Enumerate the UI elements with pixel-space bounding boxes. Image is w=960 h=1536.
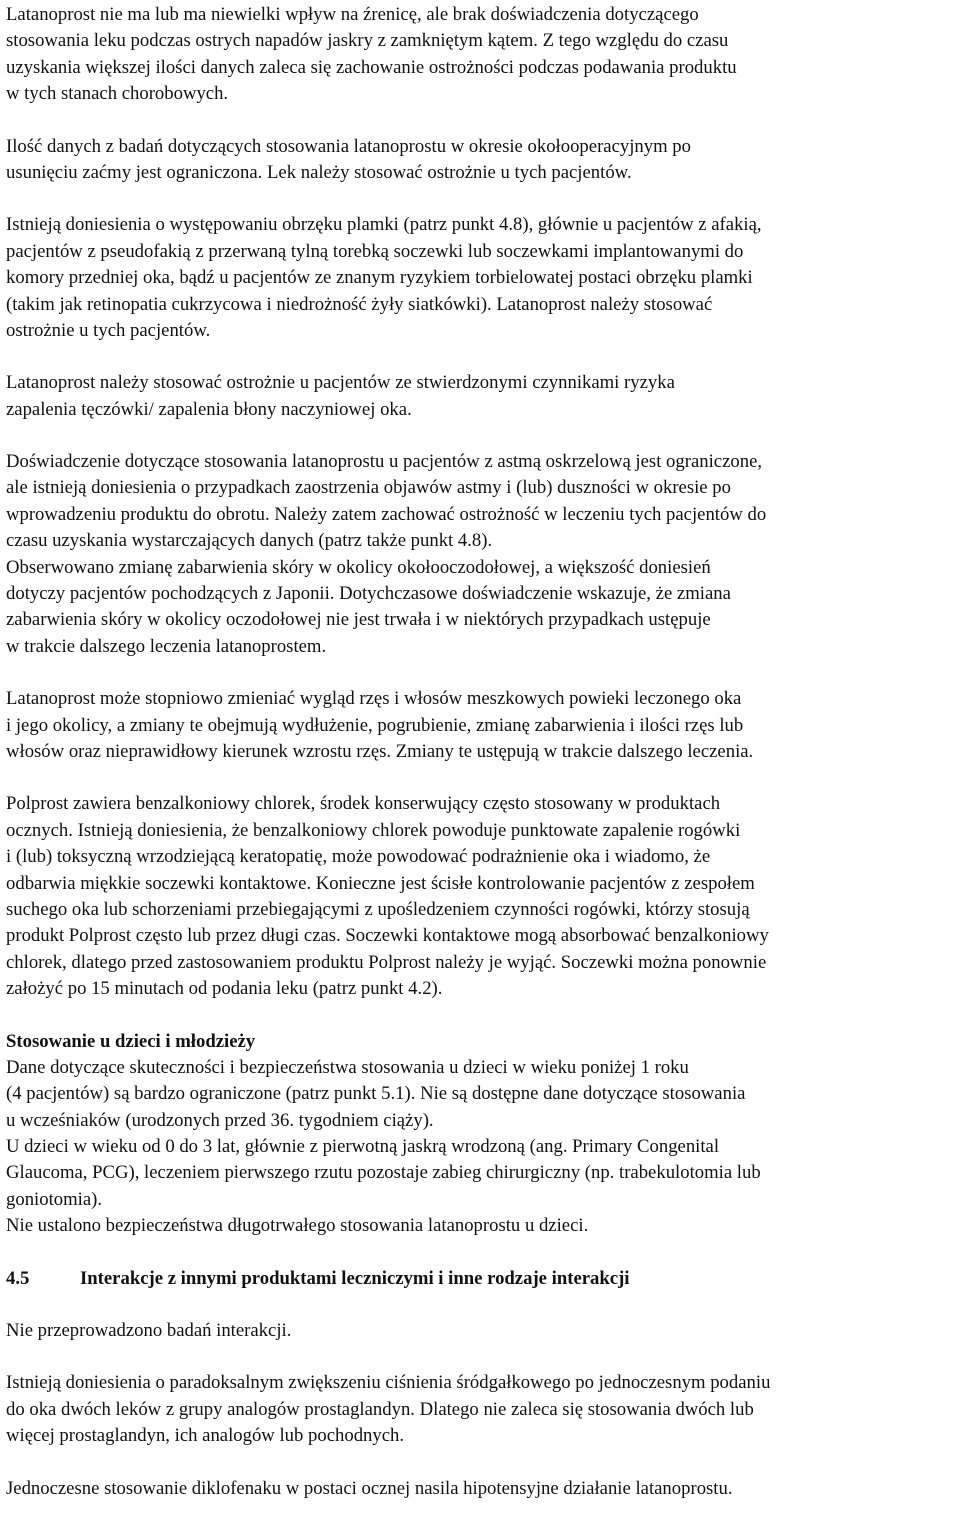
text-line: Istnieją doniesienia o paradoksalnym zwiększeniu ciśnienia śródgałkowego po jednoczesnym podaniu [6,1372,771,1394]
text-line: założyć po 15 minutach od podania leku (patrz punkt 4.2). [6,978,443,1000]
section-number: 4.5 [6,1267,30,1289]
text-line: (takim jak retinopatia cukrzycowa i niedrożność żyły siatkówki). Latanoprost należy stosować [6,293,713,315]
text-line: uzyskania większej ilości danych zaleca się zachowanie ostrożności podczas podawania produktu [6,56,737,78]
text-line: Nie ustalono bezpieczeństwa długotrwałego stosowania latanoprostu u dzieci. [6,1215,589,1237]
paragraph-gap [6,344,954,370]
paragraph-benzalkonium [6,791,954,1002]
text-line: więcej prostaglandyn, ich analogów lub pochodnych. [6,1425,405,1447]
paragraph-gap [6,1450,954,1476]
paragraph-macular-edema [6,212,954,344]
text-line: zapalenia tęczówki/ zapalenia błony naczyniowej oka. [6,398,412,420]
paragraph-children [6,1029,954,1240]
text-line: dotyczy pacjentów pochodzących z Japonii. Dotychczasowe doświadczenie wskazuje, że zmiana [6,583,731,605]
section-title: Interakcje z innymi produktami leczniczymi i inne rodzaje interakcji [80,1267,630,1289]
paragraph-gap [6,423,954,449]
text-line: wprowadzeniu produktu do obrotu. Należy zatem zachować ostrożność w leczeniu tych pacjentów do [6,503,767,525]
text-line: Glaucoma, PCG), leczeniem pierwszego rzutu pozostaje zabieg chirurgiczny (np. trabekulotomia lub [6,1162,761,1184]
text-line: suchego oka lub schorzeniami przebiegającymi z upośledzeniem czynności rogówki, którzy stosują [6,898,750,920]
text-line: do oka dwóch leków z grupy analogów prostaglandyn. Dlatego nie zaleca się stosowania dwóch lub [6,1398,754,1420]
text-line: czasu uzyskania wystarczających danych (patrz także punkt 4.8). [6,530,493,552]
text-line: ocznych. Istnieją doniesienia, że benzalkoniowy chlorek powoduje punktowate zapalenie rogówki [6,819,741,841]
text-line: i (lub) toksyczną wrzodziejącą keratopatię, może powodować podrażnienie oka i wiadomo, że [6,846,711,868]
document-page [6,2,954,1502]
text-line: Nie przeprowadzono badań interakcji. [6,1320,292,1342]
text-line: (4 pacjentów) są bardzo ograniczone (patrz punkt 5.1). Nie są dostępne dane dotyczące stosowania [6,1083,746,1105]
paragraph-perioperative [6,134,954,187]
text-line: pacjentów z pseudofakią z przerwaną tylną torebką soczewki lub soczewkami implantowanymi do [6,240,744,262]
text-line: Jednoczesne stosowanie diklofenaku w postaci ocznej nasila hipotensyjne działanie latanoprostu. [6,1477,733,1499]
text-line: Latanoprost nie ma lub ma niewielki wpływ na źrenicę, ale brak doświadczenia dotyczącego [6,4,699,25]
text-line: Polprost zawiera benzalkoniowy chlorek, środek konserwujący często stosowany w produktach [6,793,721,815]
text-line: Obserwowano zmianę zabarwienia skóry w okolicy okołooczodołowej, a większość doniesień [6,556,711,578]
paragraph-gap [6,1292,954,1318]
paragraph-no-studies [6,1318,954,1344]
text-line: U dzieci w wieku od 0 do 3 lat, głównie z pierwotną jaskrą wrodzoną (ang. Primary Congenital [6,1136,720,1158]
text-line: ale istnieją doniesienia o przypadkach zaostrzenia objawów astmy i (lub) duszności w okresie po [6,477,731,499]
text-line: w tych stanach chorobowych. [6,83,229,105]
text-line: goniotomia). [6,1188,103,1210]
paragraph-gap [6,1344,954,1370]
text-line: Latanoprost może stopniowo zmieniać wygląd rzęs i włosów meszkowych powieki leczonego oka [6,688,742,710]
section-heading [6,1266,954,1292]
text-line: stosowania leku podczas ostrych napadów jaskry z zamkniętym kątem. Z tego względu do czasu [6,30,729,52]
paragraph-gap [6,186,954,212]
text-line: Istnieją doniesienia o występowaniu obrzęku plamki (patrz punkt 4.8), głównie u pacjentów z afakią, [6,214,762,236]
paragraph-asthma-skin [6,449,954,660]
text-line: u wcześniaków (urodzonych przed 36. tygodniem ciąży). [6,1109,434,1131]
text-line: Dane dotyczące skuteczności i bezpieczeństwa stosowania u dzieci w wieku poniżej 1 roku [6,1056,689,1078]
paragraph-gap [6,108,954,134]
text-line: produkt Polprost często lub przez długi czas. Soczewki kontaktowe mogą absorbować benzalkoniowy [6,925,769,947]
paragraph-eyelashes [6,686,954,765]
text-line: włosów oraz nieprawidłowy kierunek wzrostu rzęs. Zmiany te ustępują w trakcie dalszego leczenia. [6,740,754,762]
text-line: zabarwienia skóry w okolicy oczodołowej nie jest trwała i w niektórych przypadkach ustępuje [6,609,711,631]
text-line: ostrożnie u tych pacjentów. [6,319,211,341]
text-line: usunięciu zaćmy jest ograniczona. Lek należy stosować ostrożnie u tych pacjentów. [6,161,632,183]
text-line: Latanoprost należy stosować ostrożnie u pacjentów ze stwierdzonymi czynnikami ryzyka [6,372,675,394]
paragraph-gap [6,765,954,791]
paragraph-iritis-risk [6,370,954,423]
paragraph-gap [6,1240,954,1266]
paragraph-gap [6,1003,954,1029]
text-line: w trakcie dalszego leczenia latanoprostem. [6,635,327,657]
paragraph-pupil-effect [6,2,954,108]
text-line: odbarwia miękkie soczewki kontaktowe. Konieczne jest ścisłe kontrolowanie pacjentów z zespołem [6,872,755,894]
text-line: komory przedniej oka, bądź u pacjentów ze znanym ryzykiem torbielowatej postaci obrzęku plamki [6,267,753,289]
text-line: Ilość danych z badań dotyczących stosowania latanoprostu w okresie okołooperacyjnym po [6,135,691,157]
paragraph-diclofenac [6,1476,954,1502]
subheading-children: Stosowanie u dzieci i młodzieży [6,1030,256,1052]
text-line: Doświadczenie dotyczące stosowania latanoprostu u pacjentów z astmą oskrzelową jest ograniczone, [6,451,763,473]
text-line: chlorek, dlatego przed zastosowaniem produktu Polprost należy je wyjąć. Soczewki można ponownie [6,951,767,973]
text-line: i jego okolicy, a zmiany te obejmują wydłużenie, pogrubienie, zmianę zabarwienia i ilości rzęs lub [6,714,744,736]
paragraph-gap [6,660,954,686]
paragraph-paradoxical [6,1370,954,1449]
